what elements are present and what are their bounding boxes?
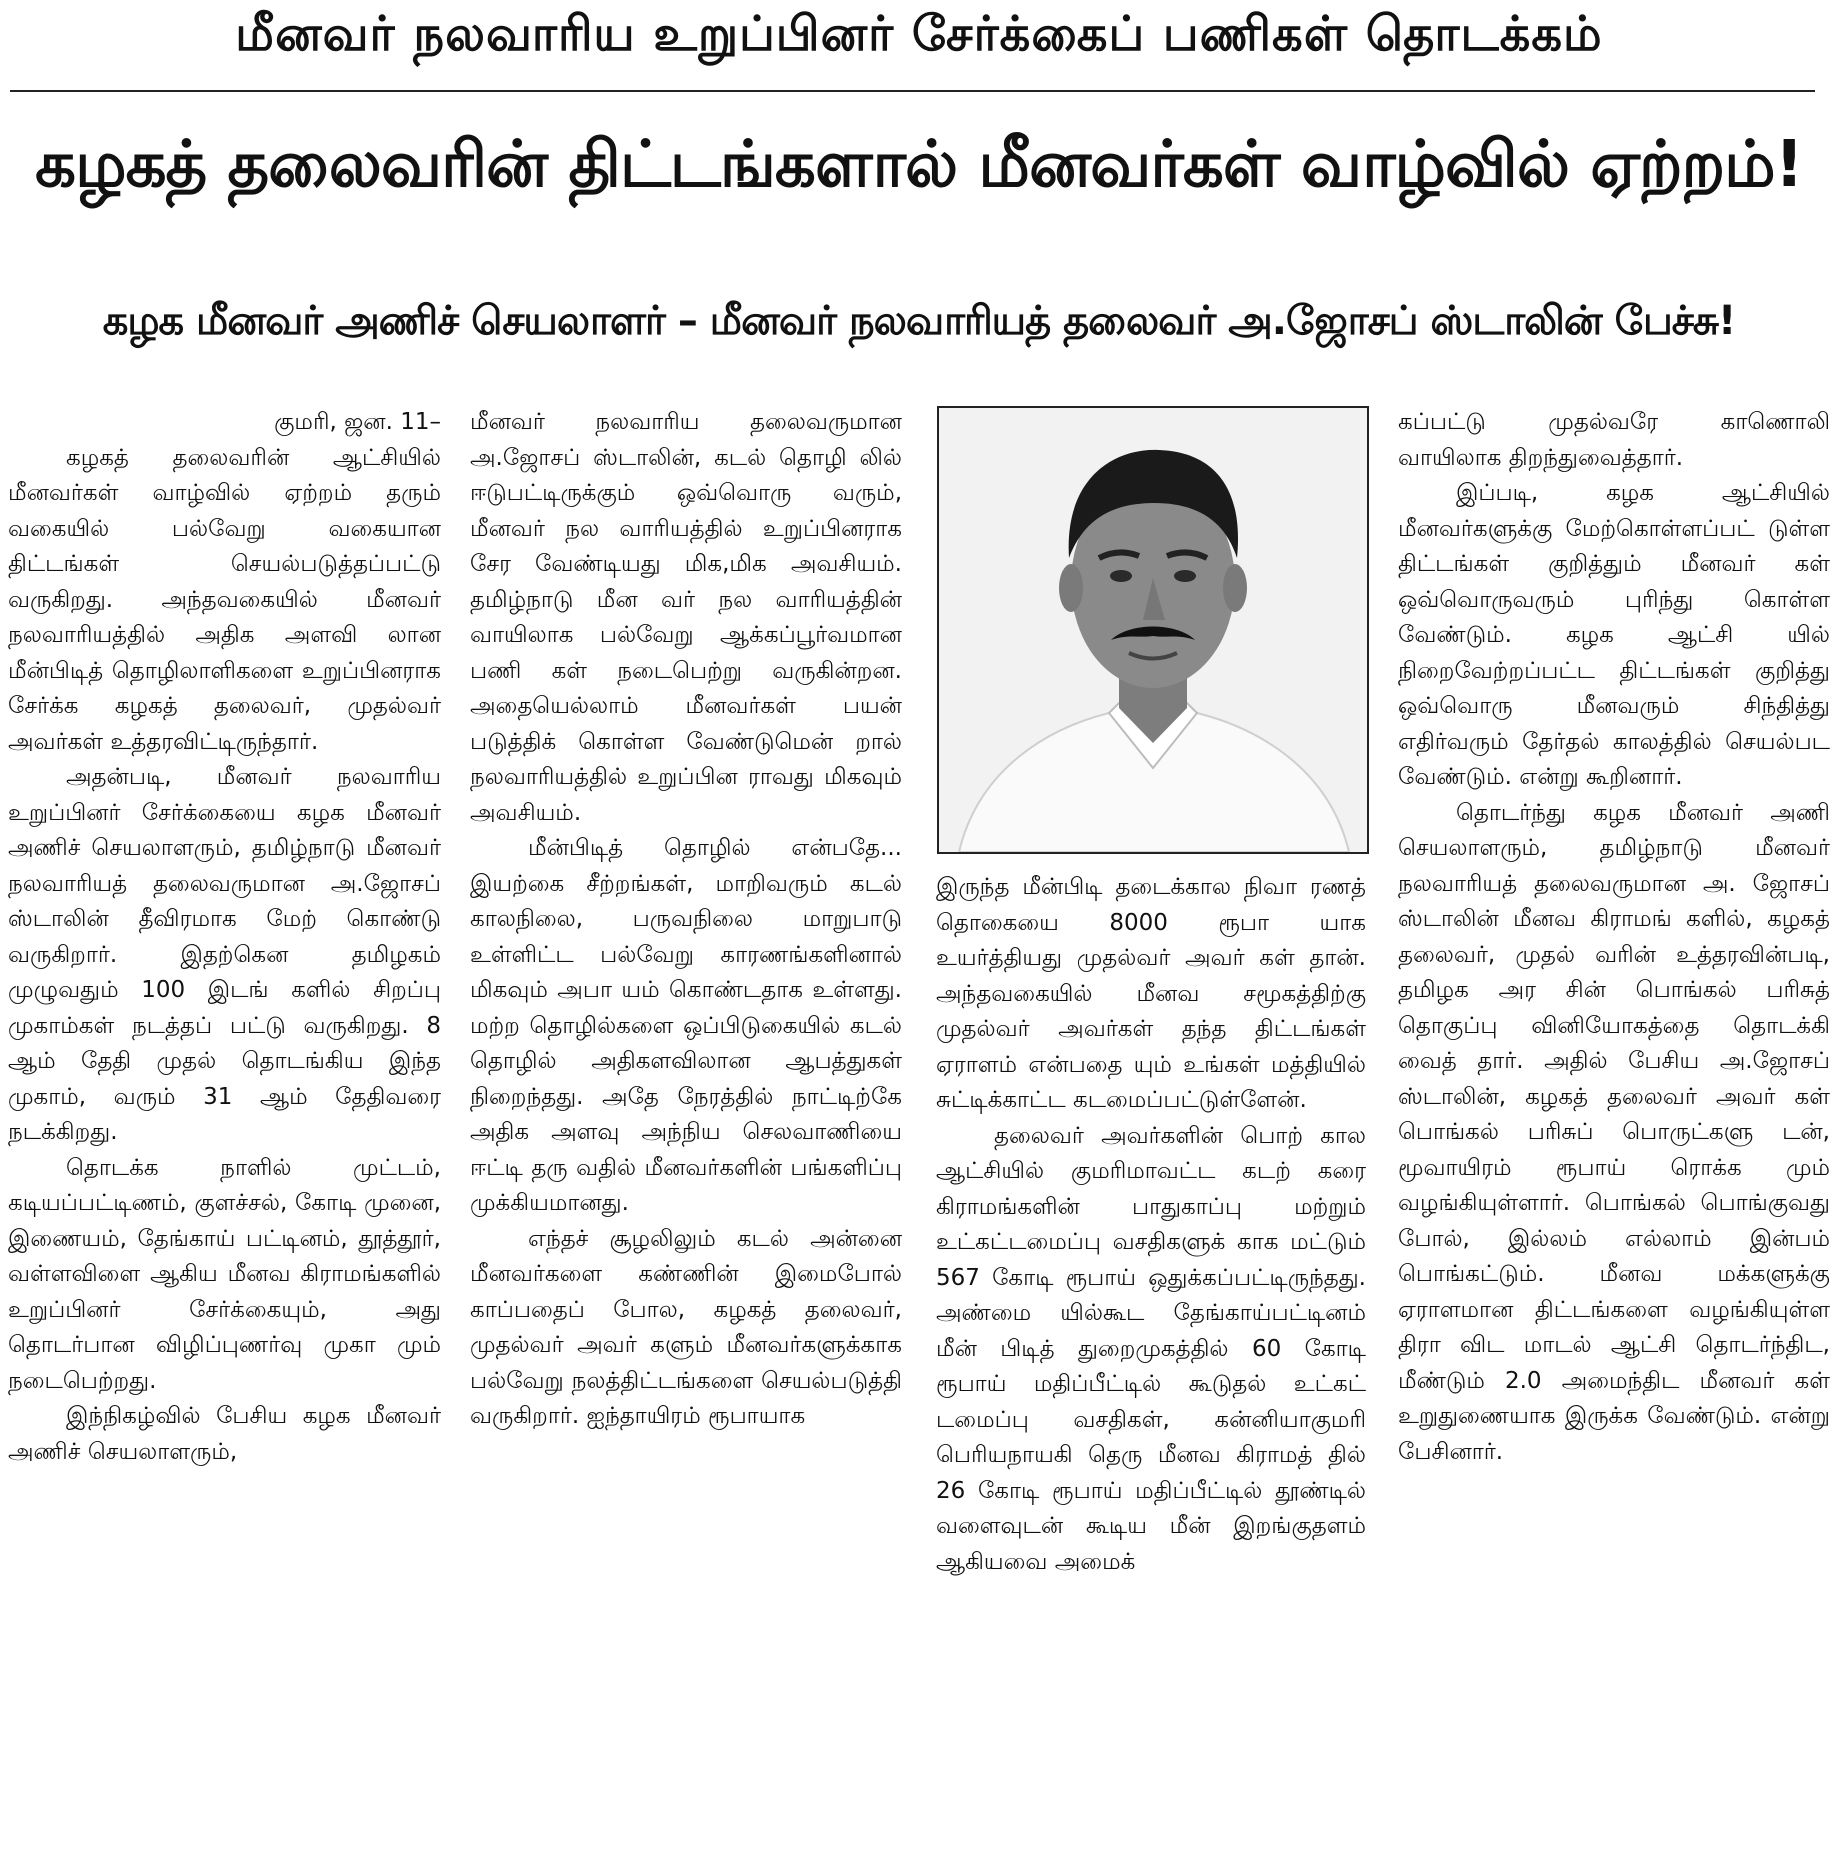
main-headline: கழகத் தலைவரின் திட்டங்களால் மீனவர்கள் வாழ்வில் ஏற்றம்! [35, 128, 1803, 202]
paragraph: கப்பட்டு முதல்வரே காணொலி வாயிலாக திறந்துவைத்தார். [1398, 409, 1830, 471]
header-divider [10, 90, 1815, 92]
paragraph: இப்படி, கழக ஆட்சியில் மீனவர்களுக்கு மேற்கொள்ளப்பட் டுள்ள திட்டங்கள் குறித்தும் மீனவர் கள் ஒவ்வொருவரும் புரிந்து கொள்ள வேண்டும். கழக ஆட்சி யில் நிறைவேற்றப்பட்ட திட்டங்கள் குறித்து ஒவ்வொரு மீனவரும் சிந்தித்து எதிர்வரும் தேர்தல் காலத்தில் செயல்பட வேண்டும். என்று கூறினார். [1398, 480, 1830, 790]
paragraph: கழகத் தலைவரின் ஆட்சியில் மீனவர்கள் வாழ்வில் ஏற்றம் தரும் வகையில் பல்வேறு வகையான திட்டங்கள் செயல்படுத்தப்பட்டு வருகிறது. அந்தவகையில் மீனவர் நலவாரியத்தில் அதிக அளவி லான மீன்பிடித் தொழிலாளிகளை உறுப்பினராக சேர்க்க கழகத் தலைவர், முதல்வர் அவர்கள் உத்தரவிட்டிருந்தார். [8, 444, 441, 755]
article-column-2 [470, 405, 902, 1435]
paragraph: மீன்பிடித் தொழில் என்பதே... இயற்கை சீற்றங்கள், மாறிவரும் கடல் காலநிலை, பருவநிலை மாறுபாடு உள்ளிட்ட பல்வேறு காரணங்களினால் மிகவும் அபா யம் கொண்டதாக உள்ளது. மற்ற தொழில்களை ஒப்பிடுகையில் கடல் தொழில் அதிகளவிலான ஆபத்துகள் நிறைந்தது. அதே நேரத்தில் நாட்டிற்கே அதிக அளவு அந்நிய செலவாணியை ஈட்டி தரு வதில் மீனவர்களின் பங்களிப்பு முக்கியமானது. [470, 835, 902, 1216]
speaker-photo [937, 406, 1369, 854]
paragraph: அதன்படி, மீனவர் நலவாரிய உறுப்பினர் சேர்க்கையை கழக மீனவர் அணிச் செயலாளரும், தமிழ்நாடு மீனவர் நலவாரியத் தலைவருமான அ.ஜோசப் ஸ்டாலின் தீவிரமாக மேற் கொண்டு வருகிறார். இதற்கென தமிழகம் முழுவதும் 100 இடங் களில் சிறப்பு முகாம்கள் நடத்தப் பட்டு வருகிறது. 8 ஆம் தேதி முதல் தொடங்கிய இந்த முகாம், வரும் 31 ஆம் தேதிவரை நடக்கிறது. [8, 764, 441, 1145]
article-column-4 [1398, 405, 1830, 1470]
paragraph: இருந்த மீன்பிடி தடைக்கால நிவா ரணத் தொகையை 8000 ரூபா யாக உயர்த்தியது முதல்வர் அவர் கள் தான். அந்தவகையில் மீனவ சமூகத்திற்கு முதல்வர் அவர்கள் தந்த திட்டங்கள் ஏராளம் என்பதை யும் உங்கள் மத்தியில் சுட்டிக்காட்ட கடமைப்பட்டுள்ளேன். [936, 874, 1366, 1113]
paragraph: எந்தச் சூழலிலும் கடல் அன்னை மீனவர்களை கண்ணின் இமைபோல் காப்பதைப் போல, கழகத் தலைவர், முதல்வர் அவர் களும் மீனவர்களுக்காக பல்வேறு நலத்திட்டங்களை செயல்படுத்தி வருகிறார். ஐந்தாயிரம் ரூபாயாக [470, 1225, 902, 1429]
paragraph: தலைவர் அவர்களின் பொற் கால ஆட்சியில் குமரிமாவட்ட கடற் கரை கிராமங்களின் பாதுகாப்பு மற்றும் உட்கட்டமைப்பு வசதிகளுக் காக மட்டும் 567 கோடி ரூபாய் ஒதுக்கப்பட்டிருந்தது. அண்மை யில்கூட தேங்காய்பட்டினம் மீன் பிடித் துறைமுகத்தில் 60 கோடி ரூபாய் மதிப்பீட்டில் கூடுதல் உட்கட் டமைப்பு வசதிகள், கன்னியாகுமரி பெரியநாயகி தெரு மீனவ கிராமத் தில் 26 கோடி ரூபாய் மதிப்பீட்டில் தூண்டில் வளைவுடன் கூடிய மீன் இறங்குதளம் ஆகியவை அமைக் [936, 1122, 1366, 1575]
dateline: குமரி, ஜன. 11– [274, 409, 441, 435]
paragraph: மீனவர் நலவாரிய தலைவருமான அ.ஜோசப் ஸ்டாலின், கடல் தொழி லில் ஈடுபட்டிருக்கும் ஒவ்வொரு வரும், மீனவர் நல வாரியத்தில் உறுப்பினராக சேர வேண்டியது மிக,மிக அவசியம். தமிழ்நாடு மீன வர் நல வாரியத்தின் வாயிலாக பல்வேறு ஆக்கப்பூர்வமான பணி கள் நடைபெற்று வருகின்றன. அதையெல்லாம் மீனவர்கள் பயன் படுத்திக் கொள்ள வேண்டுமென் றால் நலவாரியத்தில் உறுப்பின ராவது மிகவும் அவசியம். [470, 409, 902, 826]
paragraph: தொடர்ந்து கழக மீனவர் அணி செயலாளரும், தமிழ்நாடு மீனவர் நலவாரியத் தலைவருமான அ. ஜோசப் ஸ்டாலின் மீனவ கிராமங் களில், கழகத் தலைவர், முதல் வரின் உத்தரவின்படி, தமிழக அர சின் பொங்கல் பரிசுத் தொகுப்பு வினியோகத்தை தொடக்கி வைத் தார். அதில் பேசிய அ.ஜோசப் ஸ்டாலின், கழகத் தலைவர் அவர் கள் பொங்கல் பரிசுப் பொருட்களு டன், மூவாயிரம் ரூபாய் ரொக்க மும் வழங்கியுள்ளார். பொங்கல் பொங்குவது போல், இல்லம் எல்லாம் இன்பம் பொங்கட்டும். மீனவ மக்களுக்கு ஏராளமான திட்டங்களை வழங்கியுள்ள திரா விட மாடல் ஆட்சி தொடர்ந்திட, மீண்டும் 2.0 அமைந்திட மீனவர் கள் உறுதுணையாக இருக்க வேண்டும். என்று பேசினார். [1398, 799, 1830, 1465]
kicker-title: மீனவர் நலவாரிய உறுப்பினர் சேர்க்கைப் பணிகள் தொடக்கம் [235, 6, 1603, 62]
article-column-3 [936, 870, 1366, 1580]
paragraph: தொடக்க நாளில் முட்டம், கடியப்பட்டிணம், குளச்சல், கோடி முனை, இணையம், தேங்காய் பட்டினம், தூத்தூர், வள்ளவிளை ஆகிய மீனவ கிராமங்களில் உறுப்பினர் சேர்க்கையும், அது தொடர்பான விழிப்புணர்வு முகா மும் நடைபெற்றது. [8, 1154, 441, 1394]
paragraph: இந்நிகழ்வில் பேசிய கழக மீனவர் அணிச் செயலாளரும், [8, 1403, 441, 1465]
sub-headline: கழக மீனவர் அணிச் செயலாளர் – மீனவர் நலவாரியத் தலைவர் அ.ஜோசப் ஸ்டாலின் பேச்சு! [102, 298, 1736, 344]
article-column-1 [8, 405, 441, 1470]
portrait-image [939, 408, 1367, 852]
